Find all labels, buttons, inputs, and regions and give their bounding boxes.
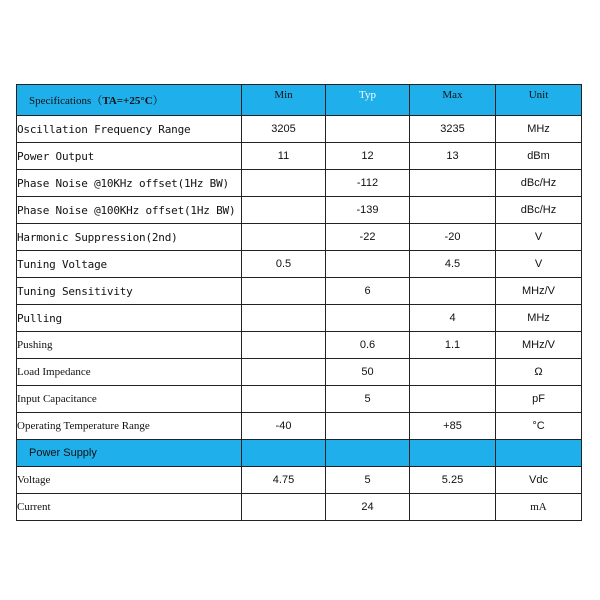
table-row <box>17 251 582 278</box>
unit-value: V <box>496 224 582 251</box>
table-row <box>17 170 582 197</box>
max-value <box>410 197 496 224</box>
min-value <box>242 305 326 332</box>
unit-value: dBc/Hz <box>496 197 582 224</box>
param-name: Operating Temperature Range <box>17 413 242 440</box>
unit-value: MHz/V <box>496 278 582 305</box>
power-supply-blank <box>326 440 410 467</box>
unit-value: Vdc <box>496 467 582 494</box>
param-name: Tuning Voltage <box>17 251 242 278</box>
table-row <box>17 494 582 521</box>
min-value: 11 <box>242 143 326 170</box>
header-specifications <box>17 85 242 116</box>
table-row <box>17 386 582 413</box>
min-value <box>242 386 326 413</box>
param-name: Oscillation Frequency Range <box>17 116 242 143</box>
param-name: Pulling <box>17 305 242 332</box>
table-row <box>17 359 582 386</box>
unit-value: mA <box>496 494 582 521</box>
unit-value: Ω <box>496 359 582 386</box>
param-name: Load Impedance <box>17 359 242 386</box>
max-value: 3235 <box>410 116 496 143</box>
unit-value: pF <box>496 386 582 413</box>
min-value: 3205 <box>242 116 326 143</box>
min-value <box>242 197 326 224</box>
typ-value: 0.6 <box>326 332 410 359</box>
typ-value: 6 <box>326 278 410 305</box>
table-row <box>17 413 582 440</box>
param-name: Input Capacitance <box>17 386 242 413</box>
specifications-table <box>16 84 582 521</box>
power-supply-blank <box>496 440 582 467</box>
header-typ: Typ <box>326 85 410 116</box>
typ-value: 50 <box>326 359 410 386</box>
param-name: Phase Noise @10KHz offset(1Hz BW) <box>17 170 242 197</box>
max-value <box>410 494 496 521</box>
power-supply-blank <box>242 440 326 467</box>
spec-prefix: Specifications（ <box>29 95 103 107</box>
min-value <box>242 170 326 197</box>
max-value: 4 <box>410 305 496 332</box>
header-min: Min <box>242 85 326 116</box>
table-row <box>17 332 582 359</box>
table-row <box>17 197 582 224</box>
param-name: Voltage <box>17 467 242 494</box>
param-name: Pushing <box>17 332 242 359</box>
min-value <box>242 278 326 305</box>
max-value <box>410 386 496 413</box>
typ-value: 5 <box>326 467 410 494</box>
max-value: 5.25 <box>410 467 496 494</box>
param-name: Harmonic Suppression(2nd) <box>17 224 242 251</box>
param-name: Tuning Sensitivity <box>17 278 242 305</box>
min-value <box>242 332 326 359</box>
unit-value: dBm <box>496 143 582 170</box>
header-unit: Unit <box>496 85 582 116</box>
table-row <box>17 224 582 251</box>
unit-value: MHz <box>496 116 582 143</box>
typ-value <box>326 251 410 278</box>
typ-value: -22 <box>326 224 410 251</box>
max-value: -20 <box>410 224 496 251</box>
min-value: 0.5 <box>242 251 326 278</box>
spec-condition: TA=+25°C <box>102 95 153 107</box>
table-row <box>17 278 582 305</box>
table-header-row <box>17 85 582 116</box>
min-value <box>242 224 326 251</box>
unit-value: V <box>496 251 582 278</box>
unit-value: MHz <box>496 305 582 332</box>
power-supply-header-row <box>17 440 582 467</box>
max-value: 1.1 <box>410 332 496 359</box>
typ-value <box>326 305 410 332</box>
max-value <box>410 278 496 305</box>
table-row <box>17 143 582 170</box>
typ-value: 12 <box>326 143 410 170</box>
max-value: 13 <box>410 143 496 170</box>
typ-value: 24 <box>326 494 410 521</box>
min-value <box>242 494 326 521</box>
max-value: +85 <box>410 413 496 440</box>
param-name: Phase Noise @100KHz offset(1Hz BW) <box>17 197 242 224</box>
unit-value: MHz/V <box>496 332 582 359</box>
typ-value <box>326 413 410 440</box>
unit-value: °C <box>496 413 582 440</box>
table-row <box>17 467 582 494</box>
param-name: Power Output <box>17 143 242 170</box>
power-supply-blank <box>410 440 496 467</box>
table-row <box>17 305 582 332</box>
unit-value: dBc/Hz <box>496 170 582 197</box>
power-supply-label: Power Supply <box>17 440 242 467</box>
typ-value: -112 <box>326 170 410 197</box>
max-value <box>410 359 496 386</box>
max-value: 4.5 <box>410 251 496 278</box>
max-value <box>410 170 496 197</box>
param-name: Current <box>17 494 242 521</box>
typ-value <box>326 116 410 143</box>
table-row <box>17 116 582 143</box>
min-value <box>242 359 326 386</box>
header-max: Max <box>410 85 496 116</box>
spec-suffix: ） <box>152 95 164 107</box>
min-value: -40 <box>242 413 326 440</box>
typ-value: 5 <box>326 386 410 413</box>
typ-value: -139 <box>326 197 410 224</box>
min-value: 4.75 <box>242 467 326 494</box>
